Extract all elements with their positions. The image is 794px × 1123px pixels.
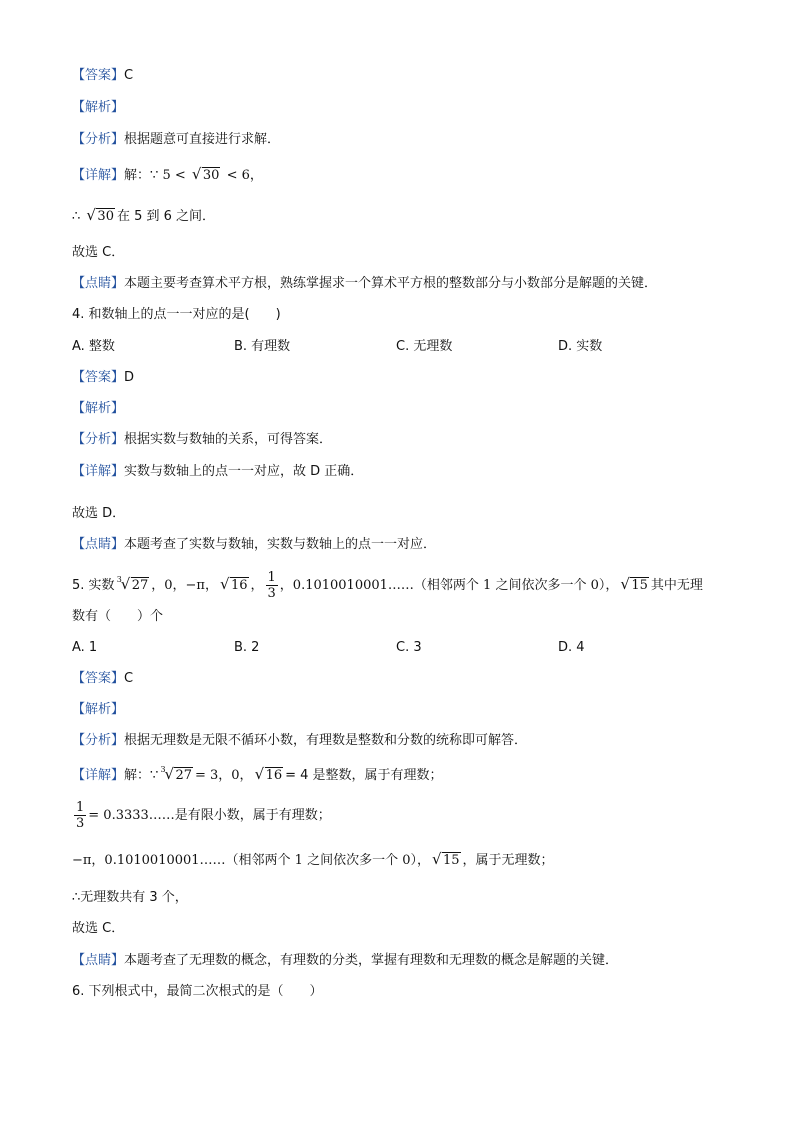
q3-fenxi-line — [72, 130, 280, 150]
q5-choose-line — [72, 919, 124, 939]
detail-text: = 0.3333……是有限小数，属于有理数； — [88, 808, 331, 823]
detail-tag: 【详解】 — [72, 464, 125, 479]
sqrt-expr — [255, 766, 284, 786]
q5-option-b: B. 2 — [234, 640, 260, 655]
analysis-tag: 【解析】 — [72, 100, 125, 115]
q5-comment-line — [72, 951, 618, 971]
q5-detail-line — [72, 766, 443, 786]
q3-conclusion-line — [72, 207, 215, 227]
sqrt-expr — [192, 166, 221, 186]
detail-prefix: 解：∵ — [124, 168, 159, 183]
sqrt-expr — [432, 851, 461, 871]
answer-value: D — [124, 370, 135, 385]
comment-tag: 【点睛】 — [72, 537, 125, 552]
detail-tag: 【详解】 — [72, 768, 125, 783]
radicand: 30 — [202, 168, 220, 183]
q4-answer-line — [72, 368, 134, 388]
q5-prefix: 5. 实数 — [72, 578, 115, 593]
q3-analysis-line — [72, 98, 124, 118]
detail-text: 实数与数轴上的点一一对应，故 D 正确． — [124, 464, 364, 479]
q4-analysis-line — [72, 399, 124, 419]
radicand: 15 — [631, 578, 648, 593]
math-expr: = 3，0， — [194, 768, 253, 783]
q4-question: 4. 和数轴上的点一一对应的是( ) — [72, 307, 281, 322]
cube-root-expr — [116, 575, 150, 596]
fenxi-text: 根据题意可直接进行求解． — [124, 132, 281, 147]
q5-detail-line2 — [72, 800, 331, 831]
cube-root-expr — [160, 765, 193, 786]
choose-text: 故选 C． — [72, 245, 125, 260]
numerator: 1 — [76, 800, 85, 815]
q4-option-b: B. 有理数 — [234, 339, 291, 354]
denominator: 3 — [267, 586, 276, 601]
choose-text: 故选 C． — [72, 921, 125, 936]
comment-tag: 【点睛】 — [72, 953, 125, 968]
q5-detail-line3 — [72, 851, 554, 871]
detail-text: = 4 是整数，属于有理数； — [285, 768, 443, 783]
root-index: √ 3 — [160, 765, 166, 774]
q5-decimal: ，0.1010010001……（相邻两个 1 之间依次多一个 0）， — [279, 578, 619, 593]
q4-fenxi-line — [72, 430, 332, 450]
radicand: 30 — [97, 209, 114, 224]
sqrt-expr — [86, 207, 115, 227]
conclusion-text: 在 5 到 6 之间． — [116, 209, 216, 224]
radicand: 27 — [175, 768, 192, 783]
punct: ， — [250, 578, 264, 593]
fraction — [74, 800, 86, 831]
q5-option-d: D. 4 — [558, 640, 585, 655]
answer-value: C — [124, 68, 134, 83]
radicand: 16 — [230, 578, 248, 593]
sqrt-expr — [220, 576, 249, 596]
denominator: 3 — [76, 816, 85, 831]
answer-value: C — [124, 671, 134, 686]
detail-text: ，属于无理数； — [462, 853, 554, 868]
numerator: 1 — [267, 570, 276, 585]
comment-text: 本题考查了无理数的概念，有理数的分类，掌握有理数和无理数的概念是解题的关键． — [124, 953, 619, 968]
q5-question-line1 — [72, 570, 703, 601]
comment-text: 本题考查了实数与数轴，实数与数轴上的点一一对应． — [124, 537, 437, 552]
q5-analysis-line — [72, 700, 124, 720]
q5-numbers: ，0，−π， — [151, 578, 218, 593]
radicand: 27 — [131, 578, 149, 593]
q4-detail-line — [72, 462, 363, 482]
q5-answer-line — [72, 669, 133, 689]
detail-tag: 【详解】 — [72, 168, 125, 183]
q5-option-c: C. 3 — [396, 640, 422, 655]
q5-suffix: 其中无理 — [650, 578, 703, 593]
q5-question-line2: 数有（ ）个 — [72, 609, 164, 624]
q5-option-a: A. 1 — [72, 640, 98, 655]
detail-prefix: 解：∵ — [124, 768, 159, 783]
q4-option-d: D. 实数 — [558, 339, 603, 354]
punct: ， — [249, 168, 263, 183]
answer-tag: 【答案】 — [72, 68, 125, 83]
choose-text: 故选 D． — [72, 506, 126, 521]
fenxi-text: 根据实数与数轴的关系，可得答案． — [124, 432, 333, 447]
comment-text: 本题主要考查算术平方根，熟练掌握求一个算术平方根的整数部分与小数部分是解题的关键． — [124, 276, 658, 291]
therefore-symbol: ∴ — [72, 209, 81, 224]
fenxi-tag: 【分析】 — [72, 132, 125, 147]
answer-tag: 【答案】 — [72, 671, 125, 686]
radicand: 16 — [265, 768, 283, 783]
answer-tag: 【答案】 — [72, 370, 125, 385]
analysis-tag: 【解析】 — [72, 702, 125, 717]
q3-comment-line — [72, 274, 657, 294]
q4-option-c: C. 无理数 — [396, 339, 453, 354]
comment-tag: 【点睛】 — [72, 276, 125, 291]
q4-comment-line — [72, 535, 436, 555]
q3-answer-line — [72, 66, 133, 86]
fenxi-text: 根据无理数是无限不循环小数，有理数是整数和分数的统称即可解答． — [124, 733, 528, 748]
math-expr: < 6 — [226, 168, 250, 183]
analysis-tag: 【解析】 — [72, 401, 125, 416]
q5-fenxi-line — [72, 731, 527, 751]
q3-choose-line — [72, 243, 124, 263]
radicand: 15 — [443, 853, 460, 868]
q6-question: 6. 下列根式中，最简二次根式的是（ ） — [72, 984, 323, 999]
root-index: √ 3 — [116, 575, 122, 584]
fenxi-tag: 【分析】 — [72, 733, 125, 748]
q5-detail-line4: ∴无理数共有 3 个， — [72, 890, 188, 905]
detail-text: −π，0.1010010001……（相邻两个 1 之间依次多一个 0）， — [72, 853, 430, 868]
q3-detail-line — [72, 166, 263, 186]
q4-choose-line — [72, 504, 125, 524]
math-expr: 5 < — [162, 168, 186, 183]
fenxi-tag: 【分析】 — [72, 432, 125, 447]
q4-option-a: A. 整数 — [72, 339, 115, 354]
sqrt-expr — [620, 576, 649, 596]
fraction — [266, 570, 278, 601]
